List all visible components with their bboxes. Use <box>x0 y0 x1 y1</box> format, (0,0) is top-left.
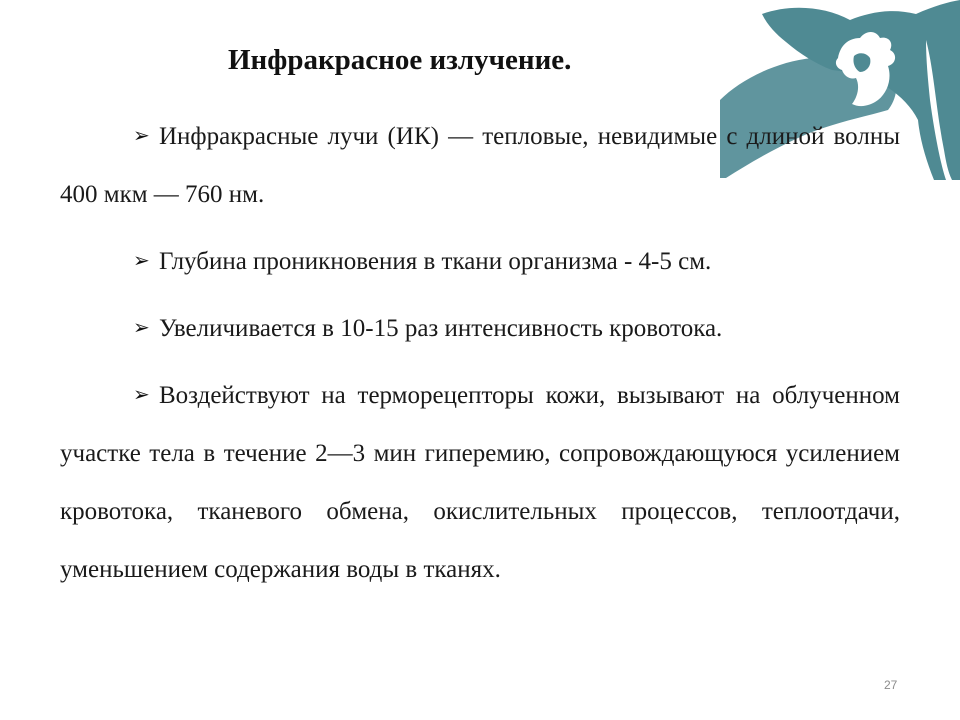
arrow-bullet-icon: ➢ <box>133 123 150 147</box>
slide-title: Инфракрасное излучение. <box>228 44 572 76</box>
bullet-item <box>60 108 900 224</box>
arrow-bullet-icon: ➢ <box>133 248 150 272</box>
bullet-item <box>60 300 900 358</box>
bullet-text: Глубина проникновения в ткани организма - 4-5 см. <box>159 248 712 275</box>
bullet-item <box>60 233 900 291</box>
page-number: 27 <box>884 678 898 692</box>
arrow-bullet-icon: ➢ <box>133 315 150 339</box>
arrow-bullet-icon: ➢ <box>133 382 150 406</box>
bullet-text: Увеличивается в 10-15 раз интенсивность кровотока. <box>159 315 723 342</box>
bullet-list <box>60 108 900 608</box>
bullet-item <box>60 367 900 599</box>
bullet-text: Инфракрасные лучи (ИК) — тепловые, невидимые с длиной волны 400 мкм — 760 нм. <box>60 123 900 208</box>
bullet-text: Воздействуют на терморецепторы кожи, вызывают на облученном участке тела в течение 2—3 мин гиперемию, сопровождающуюся усилением кровотока, тканевого обмена, окислительных процессов, теплоотдачи, уменьшением содержания воды в тканях. <box>60 382 900 583</box>
